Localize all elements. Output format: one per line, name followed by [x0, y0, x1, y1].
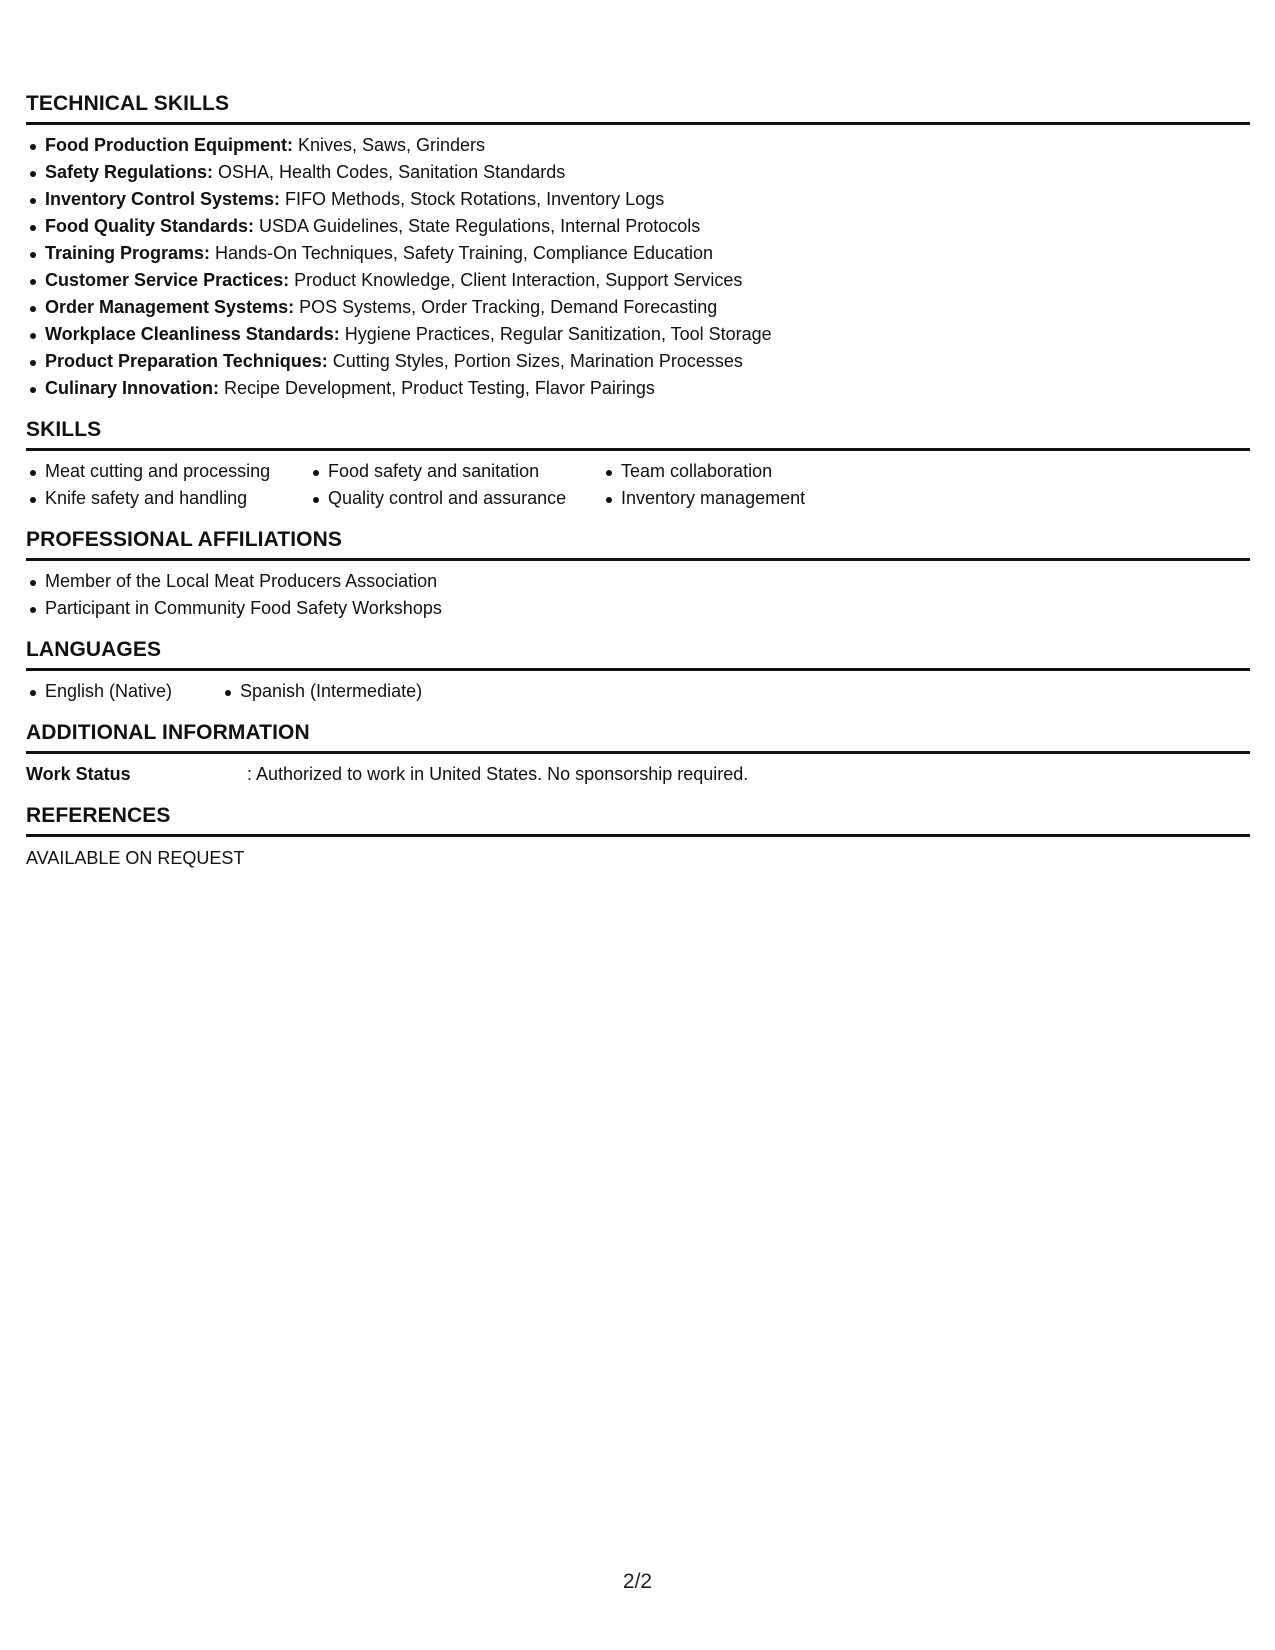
- skill-category-label: Order Management Systems:: [45, 297, 295, 317]
- list-item: Food safety and sanitation: [309, 458, 602, 485]
- work-status-label: Work Status: [26, 764, 131, 784]
- section-title-additional-information: ADDITIONAL INFORMATION: [26, 719, 1250, 754]
- languages-column: [26, 678, 221, 705]
- skill-category-value: POS Systems, Order Tracking, Demand Forecasting: [294, 297, 718, 317]
- skill-category-label: Customer Service Practices:: [45, 270, 290, 290]
- section-title-languages: LANGUAGES: [26, 636, 1250, 671]
- languages-section: [26, 636, 1250, 705]
- section-title-skills: SKILLS: [26, 416, 1250, 451]
- list-item: Team collaboration: [602, 458, 902, 485]
- list-item: English (Native): [26, 678, 221, 705]
- skill-category-label: Training Programs:: [45, 243, 211, 263]
- list-item: [26, 186, 1250, 213]
- list-item: [26, 267, 1250, 294]
- skill-category-value: OSHA, Health Codes, Sanitation Standards: [213, 162, 566, 182]
- list-item: Member of the Local Meat Producers Association: [26, 568, 1250, 595]
- additional-information-section: [26, 719, 1250, 788]
- skill-category-value: Recipe Development, Product Testing, Flavor Pairings: [219, 378, 655, 398]
- skill-category-label: Culinary Innovation:: [45, 378, 220, 398]
- skill-category-value: Hygiene Practices, Regular Sanitization, Tool Storage: [339, 324, 772, 344]
- list-item: [26, 321, 1250, 348]
- skill-category-value: Hands-On Techniques, Safety Training, Compliance Education: [210, 243, 714, 263]
- work-status-value: : Authorized to work in United States. No sponsorship required.: [247, 764, 749, 784]
- skill-category-label: Workplace Cleanliness Standards:: [45, 324, 340, 344]
- list-item: Spanish (Intermediate): [221, 678, 422, 705]
- references-section: [26, 802, 1250, 872]
- skill-category-label: Product Preparation Techniques:: [45, 351, 328, 371]
- technical-skills-section: [26, 90, 1250, 402]
- section-title-references: REFERENCES: [26, 802, 1250, 837]
- skill-category-value: FIFO Methods, Stock Rotations, Inventory Logs: [280, 189, 665, 209]
- list-item: Knife safety and handling: [26, 485, 309, 512]
- skill-category-label: Inventory Control Systems:: [45, 189, 281, 209]
- skills-section: [26, 416, 1250, 512]
- technical-skills-list: [26, 132, 1250, 402]
- skill-category-value: Cutting Styles, Portion Sizes, Marination Processes: [327, 351, 743, 371]
- skill-category-value: Product Knowledge, Client Interaction, Support Services: [289, 270, 743, 290]
- skill-category-value: Knives, Saws, Grinders: [292, 135, 486, 155]
- skill-category-value: USDA Guidelines, State Regulations, Internal Protocols: [254, 216, 701, 236]
- list-item: [26, 375, 1250, 402]
- skill-category-label: Safety Regulations:: [45, 162, 214, 182]
- list-item: Quality control and assurance: [309, 485, 602, 512]
- languages-row: [26, 678, 1250, 705]
- references-text: AVAILABLE ON REQUEST: [26, 848, 245, 868]
- skills-column: [26, 458, 309, 512]
- list-item: [26, 213, 1250, 240]
- skill-category-label: Food Production Equipment:: [45, 135, 293, 155]
- list-item: [26, 159, 1250, 186]
- section-title-technical-skills: TECHNICAL SKILLS: [26, 90, 1250, 125]
- list-item: Participant in Community Food Safety Workshops: [26, 595, 1250, 622]
- skills-grid: [26, 458, 1250, 512]
- list-item: [26, 294, 1250, 321]
- skills-column: [309, 458, 602, 512]
- languages-column: [221, 678, 422, 705]
- list-item: [26, 240, 1250, 267]
- affiliations-section: [26, 526, 1250, 622]
- list-item: Inventory management: [602, 485, 902, 512]
- section-title-affiliations: PROFESSIONAL AFFILIATIONS: [26, 526, 1250, 561]
- work-status-row: [26, 761, 1250, 788]
- resume-page: [26, 90, 1250, 872]
- skills-column: [602, 458, 902, 512]
- affiliations-list: [26, 568, 1250, 622]
- list-item: Meat cutting and processing: [26, 458, 309, 485]
- list-item: [26, 132, 1250, 159]
- list-item: [26, 348, 1250, 375]
- skill-category-label: Food Quality Standards:: [45, 216, 255, 236]
- page-number: 2/2: [622, 1570, 653, 1593]
